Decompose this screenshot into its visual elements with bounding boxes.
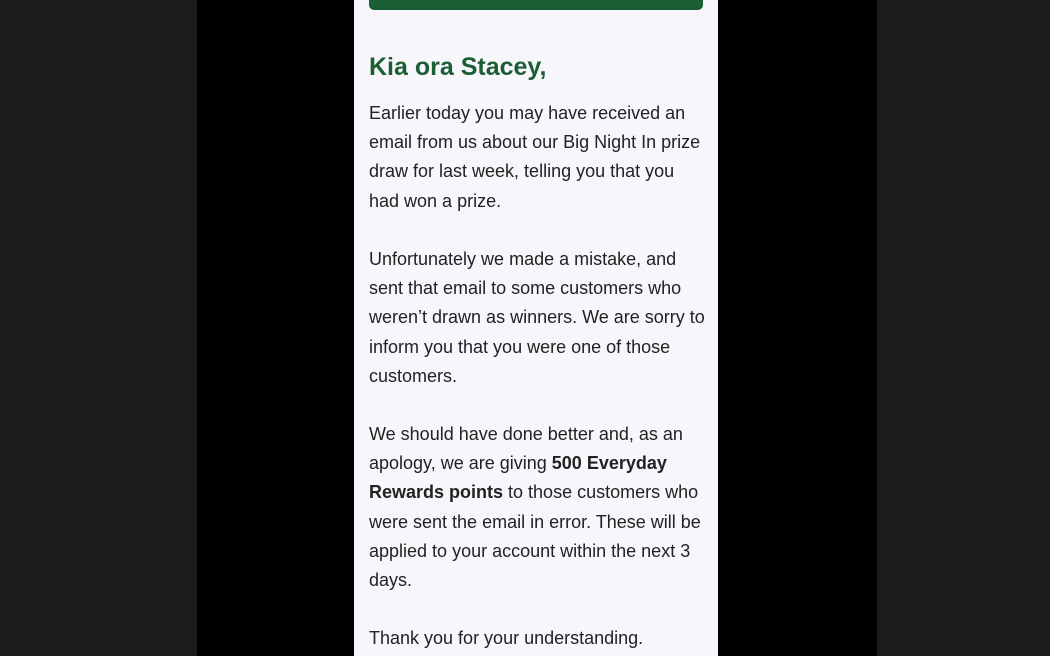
- rewards-points-highlight: 500 Everyday Rewards points: [369, 453, 667, 503]
- paragraph-thank-you: Thank you for your understanding.: [369, 628, 644, 648]
- header-button-edge[interactable]: [369, 0, 703, 10]
- apology-text-start: We should have done better and, as an apology, we are giving: [369, 424, 683, 474]
- left-blur-pillar: [0, 0, 197, 656]
- email-body: [354, 0, 718, 656]
- apology-text-end: to those customers who were sent the email in error. These will be applied to your account within the next 3 days.: [369, 482, 701, 591]
- greeting-heading: Kia ora Stacey,: [369, 53, 547, 81]
- paragraph-prize-email: Earlier today you may have received an email from us about our Big Night In prize draw for last week, telling you that you had won a prize.: [369, 103, 701, 211]
- right-blur-pillar: [877, 0, 1050, 656]
- paragraph-apology: [369, 420, 709, 595]
- paragraph-mistake: Unfortunately we made a mistake, and sent that email to some customers who weren’t drawn as winners. We are sorry to inform you that you were one of those customers.: [369, 249, 705, 386]
